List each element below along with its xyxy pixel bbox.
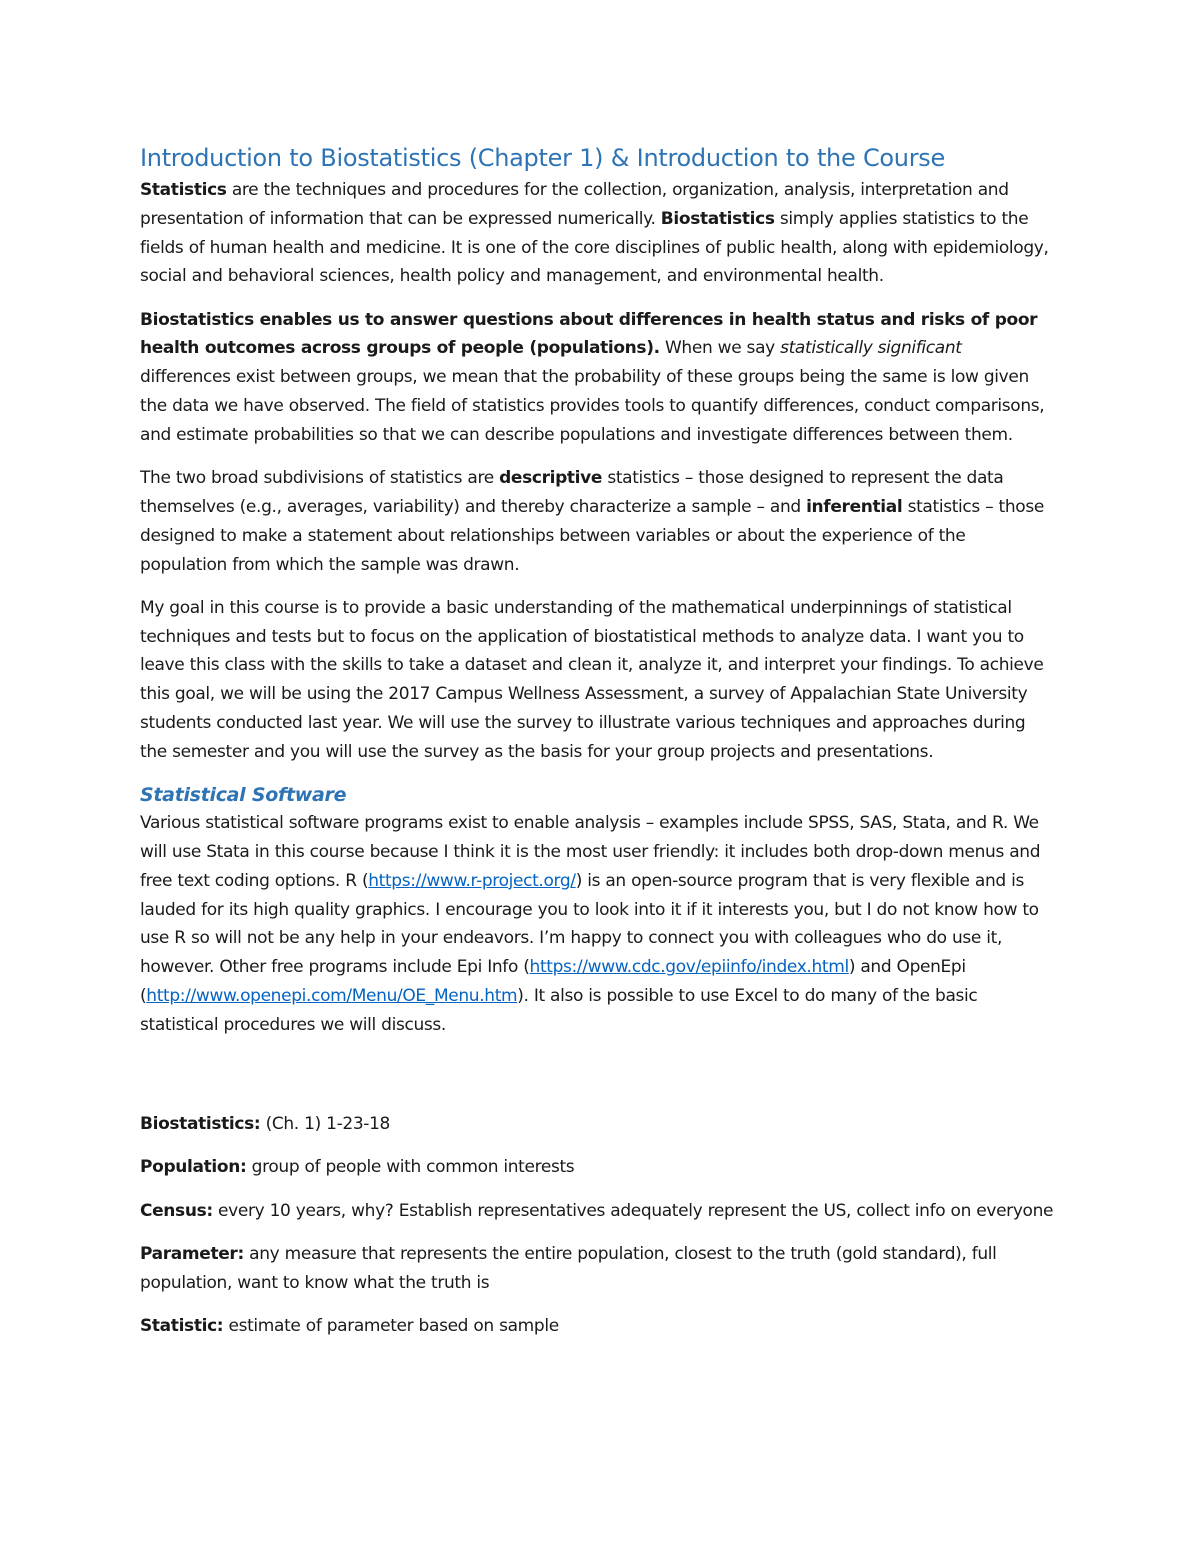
note-census <box>140 1197 1055 1226</box>
italic-term: statistically significant <box>780 338 962 359</box>
bold-term: Statistics <box>140 180 227 200</box>
note-label: Parameter: <box>140 1243 244 1264</box>
paragraph-text: Various statistical software programs exist to enable analysis – examples include SPSS, SAS, Stata, and R. We will use Stata in this course because I think it is the most user friendly: it includes both drop-down menus and free text coding options. R ( <box>140 813 1041 891</box>
note-label: Census: <box>140 1200 213 1221</box>
bold-term: inferential <box>806 496 903 517</box>
paragraph-biostatistics-purpose <box>140 306 1055 450</box>
paragraph-text: My goal in this course is to provide a basic understanding of the mathematical underpinnings of statistical techniques and tests but to focus on the application of biostatistical methods to analyze data. I want you to leave this class with the skills to take a dataset and clean it, analyze it, and interpret your findings. To achieve this goal, we will be using the 2017 Campus Wellness Assessment, a survey of Appalachian State University students conducted last year. We will use the survey to illustrate various techniques and approaches during the semester and you will use the survey as the basis for your group projects and presentations. <box>140 597 1044 762</box>
paragraph-text: simply applies statistics to the fields of human health and medicine. It is one of the core disciplines of public health, along with epidemiology, social and behavioral sciences, health policy and management, and environmental health. <box>140 208 1049 287</box>
page-title: Introduction to Biostatistics (Chapter 1) & Introduction to the Course <box>140 144 945 172</box>
note-label: Population: <box>140 1157 247 1178</box>
paragraph-text: ) and OpenEpi ( <box>140 957 966 1006</box>
note-label: Statistic: <box>140 1316 224 1336</box>
paragraph-subdivisions <box>140 464 1055 579</box>
paragraph-text: statistics – those designed to make a statement about relationships between variables or about the experience of the population from which the sample was drawn. <box>140 496 1044 575</box>
paragraph-text: are the techniques and procedures for the collection, organization, analysis, interpretation and presentation of information that can be expressed numerically. <box>140 180 1009 229</box>
note-text: any measure that represents the entire population, closest to the truth (gold standard), full population, want to know what the truth is <box>140 1243 997 1293</box>
paragraph-text: ). It also is possible to use Excel to do many of the basic statistical procedures we will discuss. <box>140 985 978 1035</box>
note-population <box>140 1153 1055 1182</box>
document-body <box>140 140 1055 1355</box>
note-parameter <box>140 1240 1055 1298</box>
paragraph-text: The two broad subdivisions of statistics are <box>140 468 500 489</box>
note-statistic <box>140 1312 1055 1341</box>
link-epi-info[interactable]: https://www.cdc.gov/epiinfo/index.html <box>529 957 849 978</box>
paragraph-course-goal <box>140 594 1055 767</box>
note-text: every 10 years, why? Establish representatives adequately represent the US, collect info on everyone <box>212 1200 1054 1221</box>
paragraph-text: differences exist between groups, we mean that the probability of these groups being the same is low given the data we have observed. The field of statistics provides tools to quantify differences, conduct comparisons, and estimate probabilities so that we can describe populations and investigate differences between them. <box>140 367 1045 445</box>
note-text: group of people with common interests <box>246 1157 575 1178</box>
link-openepi[interactable]: http://www.openepi.com/Menu/OE_Menu.htm <box>146 985 518 1006</box>
paragraph-text: When we say <box>659 338 781 359</box>
bold-sentence: Biostatistics enables us to answer questions about differences in health status and risks of poor health outcomes across groups of people (populations). <box>140 309 1038 359</box>
section-heading-software: Statistical Software <box>140 784 347 807</box>
paragraph-software <box>140 809 1055 1039</box>
bold-term: descriptive <box>499 468 603 489</box>
blank-space <box>140 1054 1055 1110</box>
paragraph-statistics-definition <box>140 176 1055 291</box>
paragraph-text: ) is an open-source program that is very flexible and is lauded for its high quality graphics. I encourage you to look into it if it interests you, but I do not know how to use R so will not be any help in your endeavors. I’m happy to connect you with colleagues who do use it, however. Other free programs include Epi Info ( <box>140 870 1039 978</box>
note-text: (Ch. 1) 1-23-18 <box>260 1114 391 1135</box>
note-text: estimate of parameter based on sample <box>223 1316 559 1336</box>
link-r-project[interactable]: https://www.r-project.org/ <box>368 870 576 891</box>
note-label: Biostatistics: <box>140 1114 261 1135</box>
note-biostatistics <box>140 1110 1055 1139</box>
paragraph-text: statistics – those designed to represent the data themselves (e.g., averages, variability) and thereby characterize a sample – and <box>140 468 1004 517</box>
bold-term: Biostatistics <box>660 208 775 229</box>
